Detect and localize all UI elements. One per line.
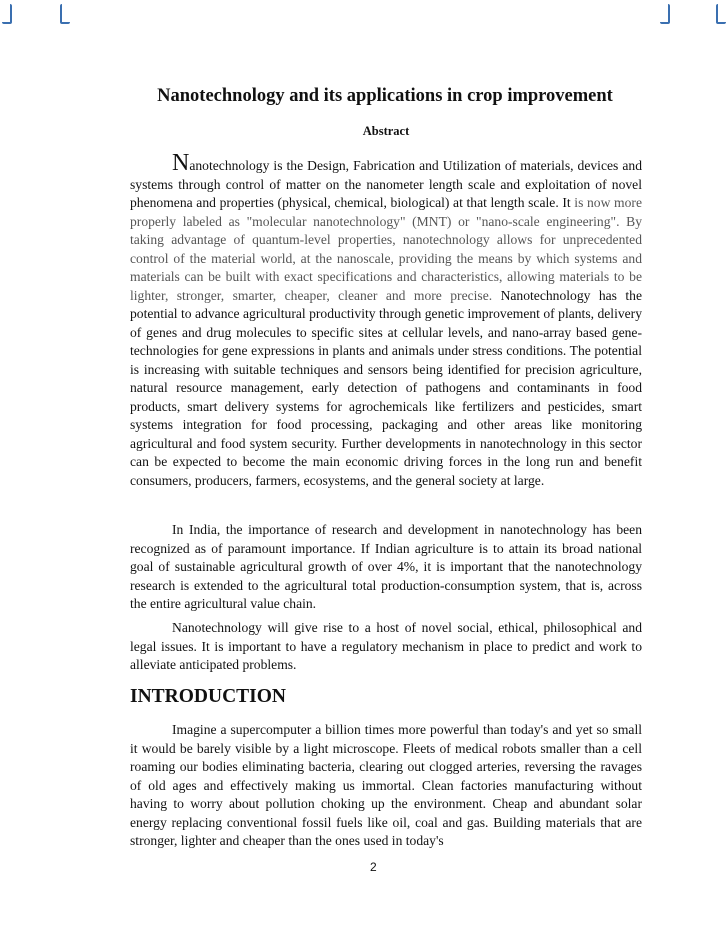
drop-cap: N [172, 150, 190, 176]
introduction-paragraph-1: Imagine a supercomputer a billion times more powerful than today's and yet so small it would be barely visible by a light microscope. Fleets of medical robots smaller than a cell roaming our bodies eliminating bacteria, clearing out clogged arteries, reversing the ravages of old ages and effectively making us immortal. Clean factories manufacturing without having to worry about pollution choking up the environment. Cheap and abundant solar energy replacing conventional fossil fuels like oil, coal and gas. Building materials that are stronger, lighter and cheaper than the ones used in today's [130, 722, 642, 848]
crop-mark-top-right-inner [660, 4, 670, 24]
abstract-paragraph-1-text-c: Nanotechnology has the potential to advance agricultural productivity through genetic improvement of plants, delivery of genes and drug molecules to specific sites at cellular levels, and nano-array based gene-technologies for gene expressions in plants and animals under stress conditions. The potential is increasing with suitable techniques and sensors being identified for precision agriculture, natural resource management, early detection of pathogens and contaminants in food products, smart delivery systems for agrochemicals like fertilizers and pesticides, smart systems integration for food processing, packaging and other areas like monitoring agricultural and food system security. Further developments in nanotechnology in this sector can be expected to become the main economic driving forces in the long run and benefit consumers, producers, farmers, ecosystems, and the general society at large. [130, 287, 642, 488]
crop-mark-top-left-inner [60, 4, 70, 24]
document-title: Nanotechnology and its applications in crop improvement [157, 86, 613, 106]
abstract-label: Abstract [362, 124, 410, 138]
abstract-paragraph-1-text-b: is now more properly labeled as "molecular nanotechnology" (MNT) or "nano-scale engineering". By taking advantage of quantum-level properties, nanotechnology allows for unprecedented control of the material world, at the nanoscale, providing the means by which systems and materials can be built with exact specifications and characteristics, allowing materials to be lighter, stronger, smarter, cheaper, cleaner and more precise. [130, 195, 642, 303]
page-number: 2 [370, 860, 377, 874]
crop-mark-top-left-outer [2, 4, 12, 24]
abstract-paragraph-2: In India, the importance of research and development in nanotechnology has been recognized as of paramount importance. If Indian agriculture is to attain its broad national goal of sustainable agricultural growth of over 4%, it is important that the nanotechnology research is extended to the agricultural total production-consumption system, that is, across the entire agricultural value chain. [130, 522, 642, 611]
crop-mark-top-right-outer [716, 4, 726, 24]
introduction-heading: INTRODUCTION [130, 686, 287, 707]
abstract-paragraph-1 [130, 150, 642, 490]
abstract-paragraph-3: Nanotechnology will give rise to a host of novel social, ethical, philosophical and legal issues. It is important to have a regulatory mechanism in place to predict and work to alleviate anticipated problems. [130, 620, 642, 672]
abstract-paragraph-1-text-a: anotechnology is the Design, Fabrication and Utilization of materials, devices and systems through control of matter on the nanometer length scale and exploitation of novel phenomena and properties (physical, chemical, biological) at that length scale. It [130, 158, 642, 210]
